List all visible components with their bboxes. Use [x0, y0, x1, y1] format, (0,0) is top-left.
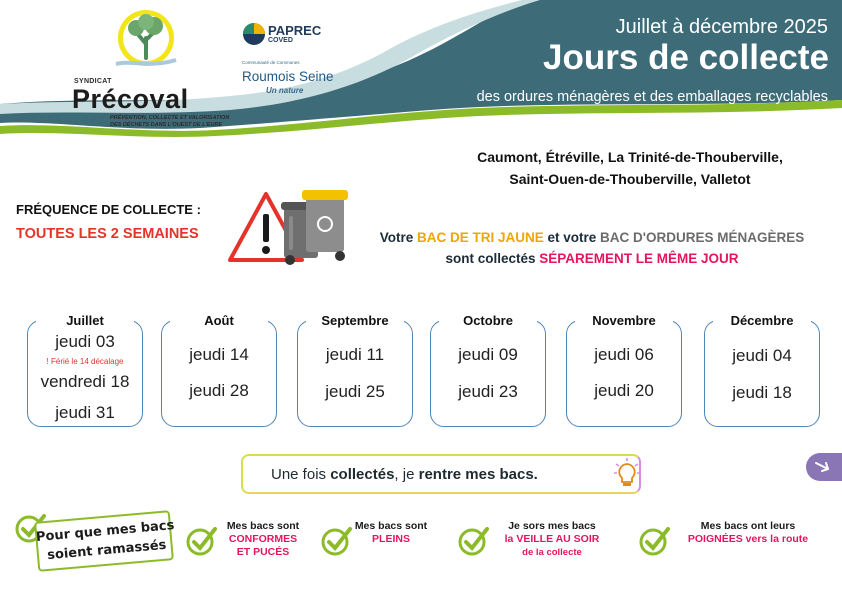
month-name: Août — [170, 311, 268, 331]
tip-line: Je sors mes bacs — [508, 520, 596, 532]
paprec-emblem-icon — [242, 22, 266, 46]
tip-text — [487, 520, 617, 559]
reminder-text-1: Une fois — [271, 465, 331, 483]
collection-date: jeudi 09 — [458, 345, 518, 364]
precoval-tagline: PRÉVENTION, COLLECTE ET VALORISATION DES DÉCHETS DANS L'OUEST DE L'EURE — [110, 115, 230, 128]
month-card-juillet — [27, 313, 143, 427]
tree-emblem-icon — [110, 8, 180, 72]
separation-note — [352, 227, 832, 269]
reminder-bold-2: rentre mes bacs. — [418, 465, 538, 483]
yellow-bin-label: BAC DE TRI JAUNE — [416, 230, 544, 245]
roumois-name: Roumois Seine — [242, 69, 334, 84]
communes-line-2: Saint-Ouen-de-Thouberville, Valletot — [509, 171, 751, 187]
collection-date: jeudi 20 — [594, 381, 654, 400]
check-circle-icon — [185, 524, 219, 558]
tip-highlight: la VEILLE AU SOIR — [504, 533, 600, 545]
tip-text — [668, 520, 828, 546]
tip-line-3: de la collecte — [522, 547, 582, 558]
month-name: Septembre — [306, 311, 404, 331]
communes-line-1: Caumont, Étréville, La Trinité-de-Thouberville, — [477, 149, 783, 165]
separation-text-1: Votre — [379, 230, 417, 245]
frequency-value: TOUTES LES 2 SEMAINES — [16, 226, 199, 242]
month-name: Novembre — [575, 311, 673, 331]
tip-title: Pour que mes bacs soient ramassés — [35, 518, 175, 564]
month-name: Décembre — [713, 311, 811, 331]
month-card-octobre — [430, 313, 546, 427]
collection-date: jeudi 03 — [55, 332, 115, 351]
paprec-name: PAPREC — [268, 23, 322, 38]
paprec-logo — [242, 22, 352, 50]
collection-date: jeudi 31 — [55, 403, 115, 422]
separation-line-2 — [352, 248, 832, 269]
separation-line-1 — [352, 227, 832, 248]
roumois-small-label: Communauté de Communes — [242, 60, 300, 65]
collection-date: jeudi 25 — [325, 382, 385, 401]
tip-item-veille — [457, 518, 617, 578]
reminder-text-2: , je — [394, 465, 419, 483]
lightbulb-icon — [612, 456, 642, 492]
tip-highlight: POIGNÉES vers la route — [687, 533, 809, 545]
communes-list — [420, 146, 840, 190]
collection-date: vendredi 18 — [40, 372, 130, 391]
month-card-novembre — [566, 313, 682, 427]
tip-banner — [22, 512, 174, 572]
collection-date: jeudi 28 — [189, 381, 249, 400]
header-period: Juillet à décembre 2025 — [615, 16, 828, 38]
month-name: Juillet — [36, 311, 134, 331]
page-subtitle: des ordures ménagères et des emballages recyclables — [476, 89, 828, 105]
reminder-bold-1: collectés — [330, 465, 395, 483]
roumois-tagline: Un nature — [266, 86, 304, 95]
tip-text — [215, 520, 311, 559]
next-page-arrow-icon[interactable] — [806, 453, 842, 481]
tip-item-poignees — [638, 518, 838, 578]
month-card-decembre — [704, 313, 820, 427]
warning-bins-illustration — [226, 186, 356, 268]
roumois-seine-logo — [240, 60, 360, 100]
tip-line: Mes bacs sont — [226, 520, 300, 532]
tip-highlight: CONFORMES ET PUCÉS — [228, 533, 298, 558]
separation-text-3: sont collectés — [445, 251, 540, 266]
separation-text-2: et votre — [543, 230, 601, 245]
precoval-name: Précoval — [72, 84, 189, 114]
tip-highlight: PLEINS — [372, 533, 410, 545]
tip-item-pleins — [320, 518, 445, 578]
collection-date: jeudi 04 — [732, 346, 792, 365]
month-name: Octobre — [439, 311, 537, 331]
month-card-septembre — [297, 313, 413, 427]
grey-bin-label: BAC D'ORDURES MÉNAGÈRES — [600, 230, 805, 245]
tip-item-conformes — [185, 518, 320, 578]
collection-date: jeudi 14 — [189, 345, 249, 364]
reminder-text — [271, 466, 538, 483]
yellow-bin-icon — [302, 190, 348, 261]
collection-date: jeudi 18 — [732, 383, 792, 402]
page-title: Jours de collecte — [543, 38, 829, 77]
holiday-note: ! Férié le 14 décalage — [46, 357, 124, 366]
month-card-aout — [161, 313, 277, 427]
check-circle-icon — [457, 524, 491, 558]
frequency-label: FRÉQUENCE DE COLLECTE : — [16, 202, 201, 217]
tip-text — [346, 520, 436, 546]
collection-date: jeudi 06 — [594, 345, 654, 364]
precoval-syndicat-label: SYNDICAT — [74, 78, 112, 85]
check-circle-icon — [638, 524, 672, 558]
paprec-sub: COVED — [268, 37, 293, 44]
tip-line: Mes bacs ont leurs — [700, 520, 796, 532]
collection-date: jeudi 23 — [458, 382, 518, 401]
reminder-banner — [241, 454, 641, 494]
collection-date: jeudi 11 — [325, 345, 385, 364]
precoval-logo — [70, 8, 230, 133]
separation-highlight: SÉPAREMENT LE MÊME JOUR — [539, 251, 739, 266]
tip-line: Mes bacs sont — [354, 520, 428, 532]
